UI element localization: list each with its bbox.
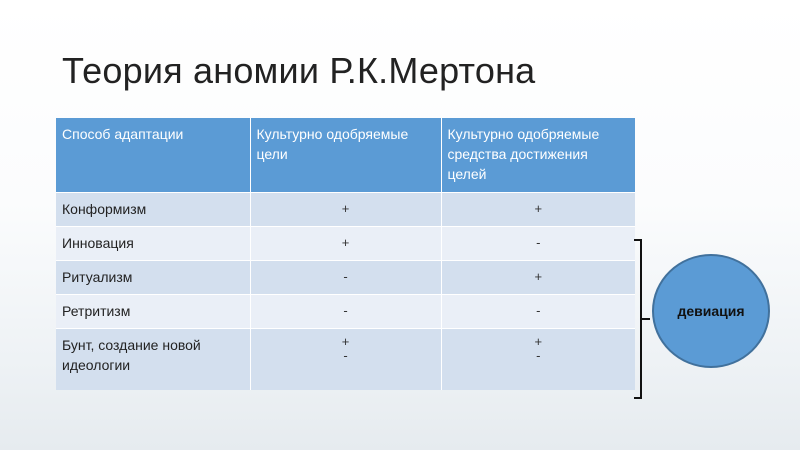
goals-mark-minus: - [343, 347, 348, 363]
row-method: Ритуализм [56, 260, 250, 294]
row-means-mark: - [441, 294, 635, 328]
table-row [56, 294, 635, 328]
slide-title: Теория аномии Р.К.Мертона [62, 50, 536, 91]
row-means-mark [441, 328, 635, 390]
row-method: Конформизм [56, 192, 250, 226]
row-means-mark: - [441, 226, 635, 260]
row-means-mark: + [441, 260, 635, 294]
deviation-bracket-tick [640, 318, 650, 320]
row-method: Бунт, создание новой идеологии [56, 328, 250, 390]
row-goals-mark: - [250, 260, 441, 294]
table-row [56, 328, 635, 390]
table-row [56, 260, 635, 294]
means-mark-plus: + [534, 333, 543, 349]
row-goals-mark: + [250, 226, 441, 260]
merton-adaptation-table [56, 118, 635, 390]
header-approved-means: Культурно одобряемые средства достижения целей [441, 118, 635, 192]
deviation-label: девиация [677, 303, 745, 319]
row-goals-mark: + [250, 192, 441, 226]
row-means-mark: + [441, 192, 635, 226]
table-row [56, 192, 635, 226]
row-goals-mark [250, 328, 441, 390]
table-header-row [56, 118, 635, 192]
row-method: Инновация [56, 226, 250, 260]
row-goals-mark: - [250, 294, 441, 328]
goals-mark-plus: + [341, 333, 350, 349]
means-mark-minus: - [536, 347, 541, 363]
header-adaptation-method: Способ адаптации [56, 118, 250, 192]
deviation-circle [652, 254, 770, 368]
header-approved-goals: Культурно одобряемые цели [250, 118, 441, 192]
table-row [56, 226, 635, 260]
row-method: Ретритизм [56, 294, 250, 328]
